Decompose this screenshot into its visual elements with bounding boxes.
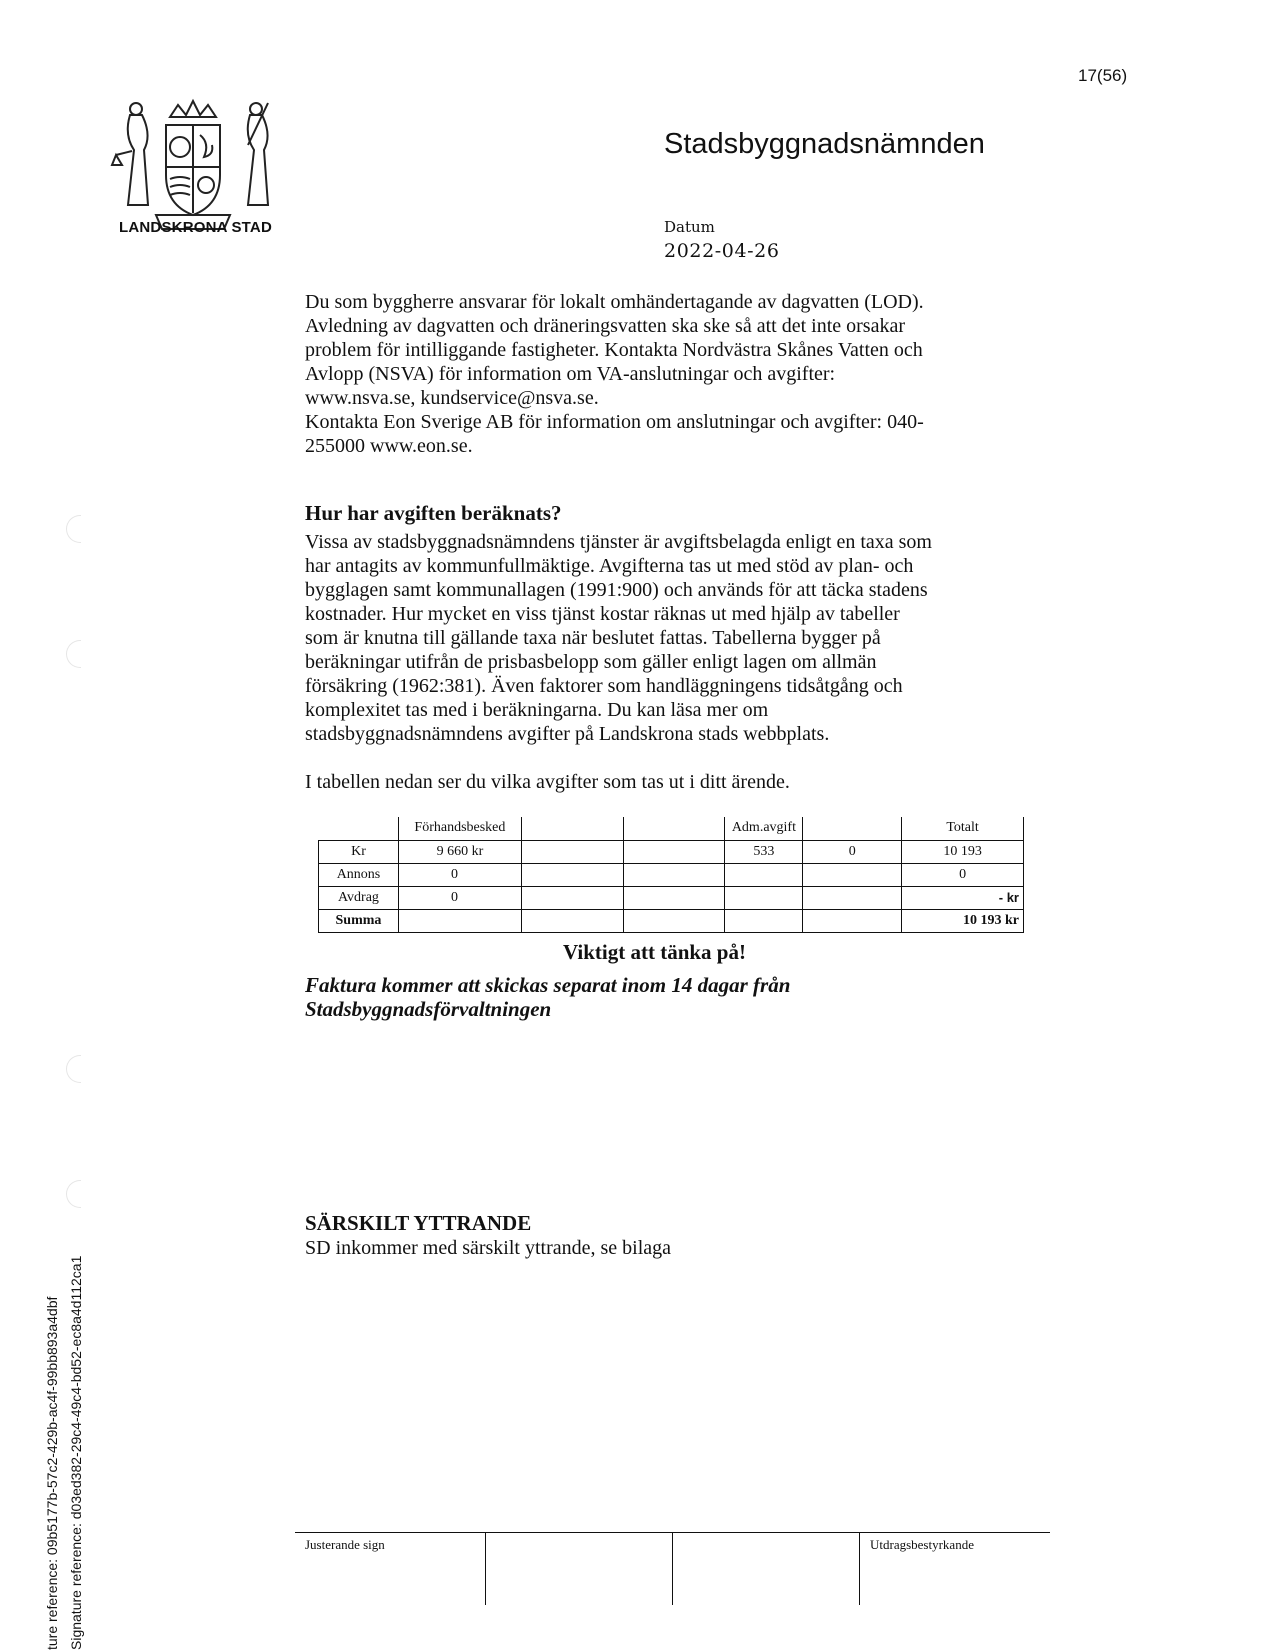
- text-line: www.nsva.se, kundservice@nsva.se.: [305, 387, 599, 409]
- table-header-cell: Totalt: [902, 817, 1024, 840]
- table-cell: 10 193: [902, 840, 1024, 863]
- date-value: 2022-04-26: [664, 240, 780, 262]
- fee-heading: Hur har avgiften beräknats?: [305, 501, 562, 525]
- organization-title: Stadsbyggnadsnämnden: [664, 128, 985, 160]
- table-cell: 0: [398, 863, 521, 886]
- punch-hole-mark: [66, 640, 81, 668]
- table-header-cell: Adm.avgift: [725, 817, 803, 840]
- justerande-sign-box: [295, 1533, 486, 1605]
- table-cell: [521, 863, 623, 886]
- signature-references: [40, 1256, 88, 1650]
- date-label: Datum: [664, 218, 715, 236]
- footer-label: Justerande sign: [305, 1537, 385, 1552]
- table-cell: [803, 886, 902, 909]
- signature-box: [673, 1533, 860, 1605]
- text-line: Vissa av stadsbyggnadsnämndens tjänster är avgiftsbelagda enligt en taxa som: [305, 531, 932, 553]
- text-line: kostnader. Hur mycket en viss tjänst kostar räknas ut med hjälp av tabeller: [305, 603, 900, 625]
- text-line: Avledning av dagvatten och dräneringsvatten ska ske så att det inte orsakar: [305, 315, 905, 337]
- table-header-cell: [319, 817, 399, 840]
- table-cell: [623, 863, 725, 886]
- text-line: Avlopp (NSVA) för information om VA-anslutningar och avgifter:: [305, 363, 836, 385]
- text-line: problem för intilliggande fastigheter. Kontakta Nordvästra Skånes Vatten och: [305, 339, 923, 361]
- text-line: Stadsbyggnadsförvaltningen: [305, 997, 552, 1021]
- table-cell: [803, 863, 902, 886]
- text-line: beräkningar utifrån de prisbasbelopp som gäller enligt lagen om allmän: [305, 651, 877, 673]
- table-cell: [623, 886, 725, 909]
- table-cell: [725, 863, 803, 886]
- table-row: [319, 863, 1024, 886]
- text-line: Du som byggherre ansvarar för lokalt omhändertagande av dagvatten (LOD).: [305, 291, 924, 313]
- text-line: har antagits av kommunfullmäktige. Avgifterna tas ut med stöd av plan- och: [305, 555, 914, 577]
- table-cell: [803, 909, 902, 932]
- invoice-note: [305, 973, 790, 1021]
- special-statement-heading: SÄRSKILT YTTRANDE: [305, 1211, 532, 1235]
- table-header-cell: [803, 817, 902, 840]
- table-cell: 0: [902, 863, 1024, 886]
- table-cell: 533: [725, 840, 803, 863]
- table-row: [319, 886, 1024, 909]
- table-cell: [521, 909, 623, 932]
- table-cell: [725, 909, 803, 932]
- row-label: Summa: [319, 909, 399, 932]
- table-row: [319, 909, 1024, 932]
- table-cell: [398, 909, 521, 932]
- row-label: Kr: [319, 840, 399, 863]
- row-label: Avdrag: [319, 886, 399, 909]
- signature-footer: [295, 1532, 1050, 1608]
- text-line: Kontakta Eon Sverige AB för information om anslutningar och avgifter: 040-: [305, 411, 924, 433]
- text-line: Faktura kommer att skickas separat inom 14 dagar från: [305, 973, 791, 997]
- table-cell: [725, 886, 803, 909]
- fee-paragraph: [305, 530, 932, 746]
- text-line: bygglagen samt kommunallagen (1991:900) och används för att täcka stadens: [305, 579, 928, 601]
- punch-hole-mark: [66, 1180, 81, 1208]
- table-header-cell: [623, 817, 725, 840]
- table-cell: [521, 840, 623, 863]
- table-intro: I tabellen nedan ser du vilka avgifter som tas ut i ditt ärende.: [305, 771, 790, 793]
- table-cell: 0: [803, 840, 902, 863]
- table-cell: 9 660 kr: [398, 840, 521, 863]
- table-cell: [623, 840, 725, 863]
- table-cell: [521, 886, 623, 909]
- text-line: stadsbyggnadsnämndens avgifter på Landskrona stads webbplats.: [305, 723, 830, 745]
- important-heading: Viktigt att tänka på!: [563, 940, 746, 964]
- table-header-cell: [521, 817, 623, 840]
- signature-box: [486, 1533, 673, 1605]
- table-cell: 0: [398, 886, 521, 909]
- signature-reference: ture reference: 09b5177b-57c2-429b-ac4f-99bb893a4dbf: [44, 1296, 60, 1650]
- table-cell: - kr: [902, 886, 1024, 909]
- table-cell: [623, 909, 725, 932]
- logo-text: LANDSKRONA STAD: [119, 219, 272, 236]
- punch-hole-mark: [66, 515, 81, 543]
- signature-reference: Signature reference: d03ed382-29c4-49c4-bd52-ec8a4d112ca1: [68, 1255, 84, 1650]
- special-statement-text: SD inkommer med särskilt yttrande, se bilaga: [305, 1237, 672, 1259]
- text-line: som är knutna till gällande taxa när beslutet fattas. Tabellerna bygger på: [305, 627, 881, 649]
- table-cell: 10 193 kr: [902, 909, 1024, 932]
- utdragsbestyrkande-box: [860, 1533, 1050, 1605]
- info-paragraph: [305, 290, 924, 458]
- punch-hole-mark: [66, 1055, 81, 1083]
- footer-label: Utdragsbestyrkande: [870, 1537, 974, 1552]
- text-line: försäkring (1962:381). Även faktorer som handläggningens tidsåtgång och: [305, 675, 903, 697]
- fee-table: [318, 817, 1024, 933]
- table-header-row: [319, 817, 1024, 840]
- text-line: komplexitet tas med i beräkningarna. Du kan läsa mer om: [305, 699, 769, 721]
- page-number: 17(56): [1078, 66, 1128, 85]
- row-label: Annons: [319, 863, 399, 886]
- table-row: [319, 840, 1024, 863]
- text-line: 255000 www.eon.se.: [305, 435, 473, 457]
- table-header-cell: Förhandsbesked: [398, 817, 521, 840]
